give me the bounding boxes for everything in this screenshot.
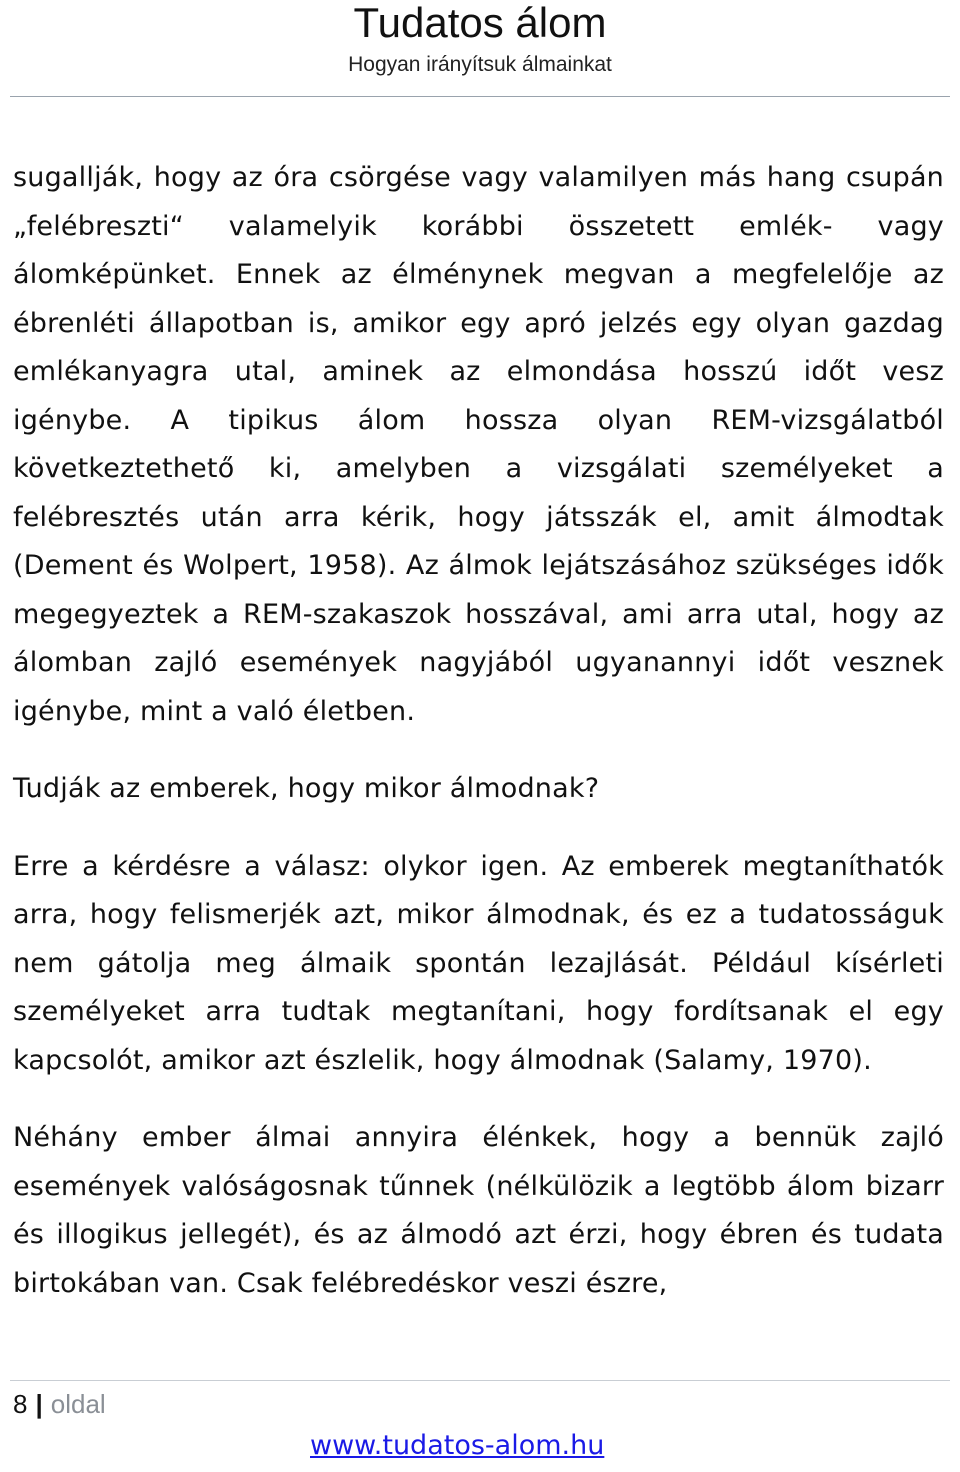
document-title: Tudatos álom xyxy=(353,0,607,46)
document-subtitle: Hogyan irányítsuk álmainkat xyxy=(348,53,612,76)
paragraph-2: Erre a kérdésre a válasz: olykor igen. Az emberek megtaníthatók arra, hogy felismerjék azt, mikor álmodnak, és ez a tudatosságuk nem gátolja meg álmaik spontán lezajlását. Például kísérleti személyeket arra tudtak megtanítani, hogy fordítsanak el egy kapcsolót, amikor azt észlelik, hogy álmodnak (Salamy, 1970). xyxy=(13,850,944,1076)
body-text xyxy=(13,154,944,1308)
section-question: Tudják az emberek, hogy mikor álmodnak? xyxy=(13,773,600,804)
page-header xyxy=(0,0,960,78)
paragraph-3: Néhány ember álmai annyira élénkek, hogy a bennük zajló események valóságosnak tűnnek (nélkülözik a legtöbb álom bizarr és illogikus jellegét), és az álmodó azt érzi, hogy ébren és tudata birtokában van. Csak felébredéskor veszi észre, xyxy=(13,1122,944,1299)
footer-divider xyxy=(10,1380,950,1381)
paragraph-1: sugallják, hogy az óra csörgése vagy valamilyen más hang csupán „felébreszti“ valamelyik korábbi összetett emlék- vagy álomképünket. Ennek az élménynek megvan a megfelelője az ébrenléti állapotban is, amikor egy apró jelzés egy olyan gazdag emlékanyagra utal, aminek az elmondása hosszú időt vesz igénybe. A tipikus álom hossza olyan REM-vizsgálatból következtethető ki, amelyben a vizsgálati személyeket a felébresztés után arra kérik, hogy játsszák el, amit álmodtak (Dement és Wolpert, 1958). Az álmok lejátszásához szükséges idők megegyeztek a REM-szakaszok hosszával, ami arra utal, hogy az álomban zajló események nagyjából ugyanannyi időt vesznek igénybe, mint a való életben. xyxy=(13,162,944,727)
page-separator: | xyxy=(35,1389,43,1419)
page-label: oldal xyxy=(50,1389,106,1419)
website-link[interactable]: www.tudatos-alom.hu xyxy=(310,1430,605,1461)
page-number: 8 xyxy=(13,1389,28,1419)
header-divider xyxy=(10,96,950,97)
page-number-footer xyxy=(13,1386,106,1422)
